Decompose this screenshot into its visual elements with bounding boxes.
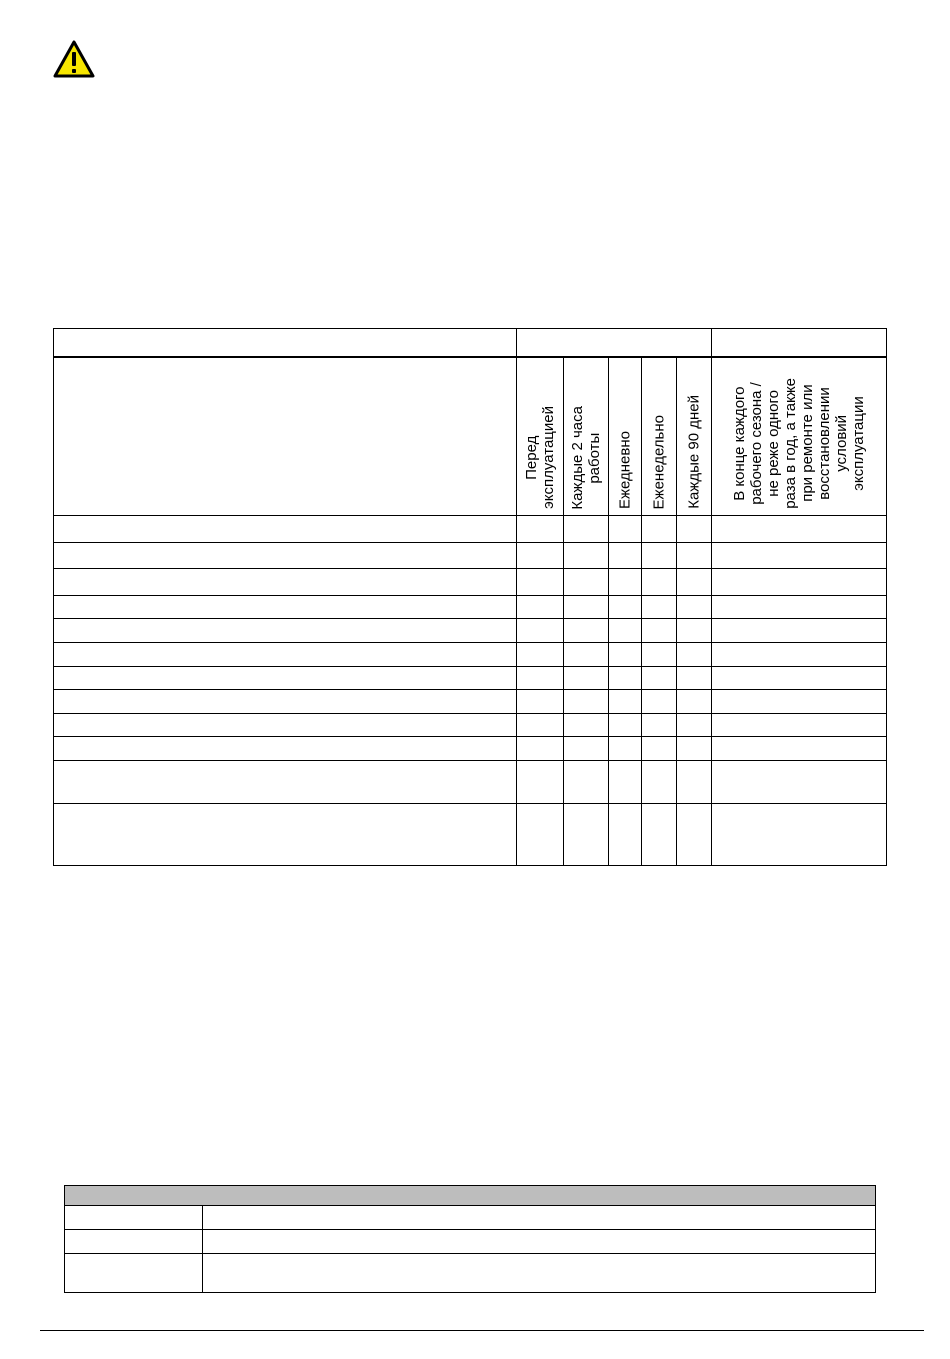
table-row <box>65 1230 876 1254</box>
table-group-header-cell <box>712 329 887 357</box>
table-column-header-cell <box>54 357 517 516</box>
table-row <box>54 713 887 737</box>
table-row <box>54 516 887 543</box>
column-header-label: Ежедневно <box>616 431 634 510</box>
column-header-daily <box>609 357 642 516</box>
column-header-before-use <box>517 357 564 516</box>
column-header-label: Еженедельно <box>650 414 668 510</box>
table-row <box>54 760 887 803</box>
table-group-header-cell <box>517 329 712 357</box>
table-row <box>54 803 887 865</box>
table-group-header-cell <box>54 329 517 357</box>
table-row <box>65 1206 876 1230</box>
table-row <box>54 619 887 643</box>
spec-header-row <box>65 1186 876 1206</box>
column-header-end-of-season <box>712 357 887 516</box>
column-header-label: Каждые 2 часа работы <box>569 405 603 510</box>
specification-table <box>64 1185 875 1293</box>
table-row <box>54 666 887 690</box>
table-row <box>54 690 887 714</box>
column-header-label: В конце каждого рабочего сезона / не реже одного раза в год, а также при ремонте или восстановлении условий эксплуатации <box>731 378 868 510</box>
table-row <box>65 1254 876 1293</box>
table-row <box>54 569 887 596</box>
table-row <box>54 737 887 761</box>
footer-divider <box>40 1330 924 1331</box>
column-header-label: Каждые 90 дней <box>685 395 703 510</box>
column-header-every-2-hours <box>564 357 609 516</box>
column-header-label: Перед эксплуатацией <box>523 406 557 510</box>
table-row <box>54 642 887 666</box>
warning-triangle-icon <box>52 39 96 79</box>
maintenance-schedule-table <box>53 328 886 866</box>
table-row <box>54 595 887 619</box>
table-group-header-row <box>54 329 887 357</box>
table-row <box>54 542 887 569</box>
column-header-weekly <box>642 357 677 516</box>
spec-header-cell <box>65 1186 876 1206</box>
column-header-every-90-days <box>677 357 712 516</box>
table-column-header-row <box>54 357 887 516</box>
